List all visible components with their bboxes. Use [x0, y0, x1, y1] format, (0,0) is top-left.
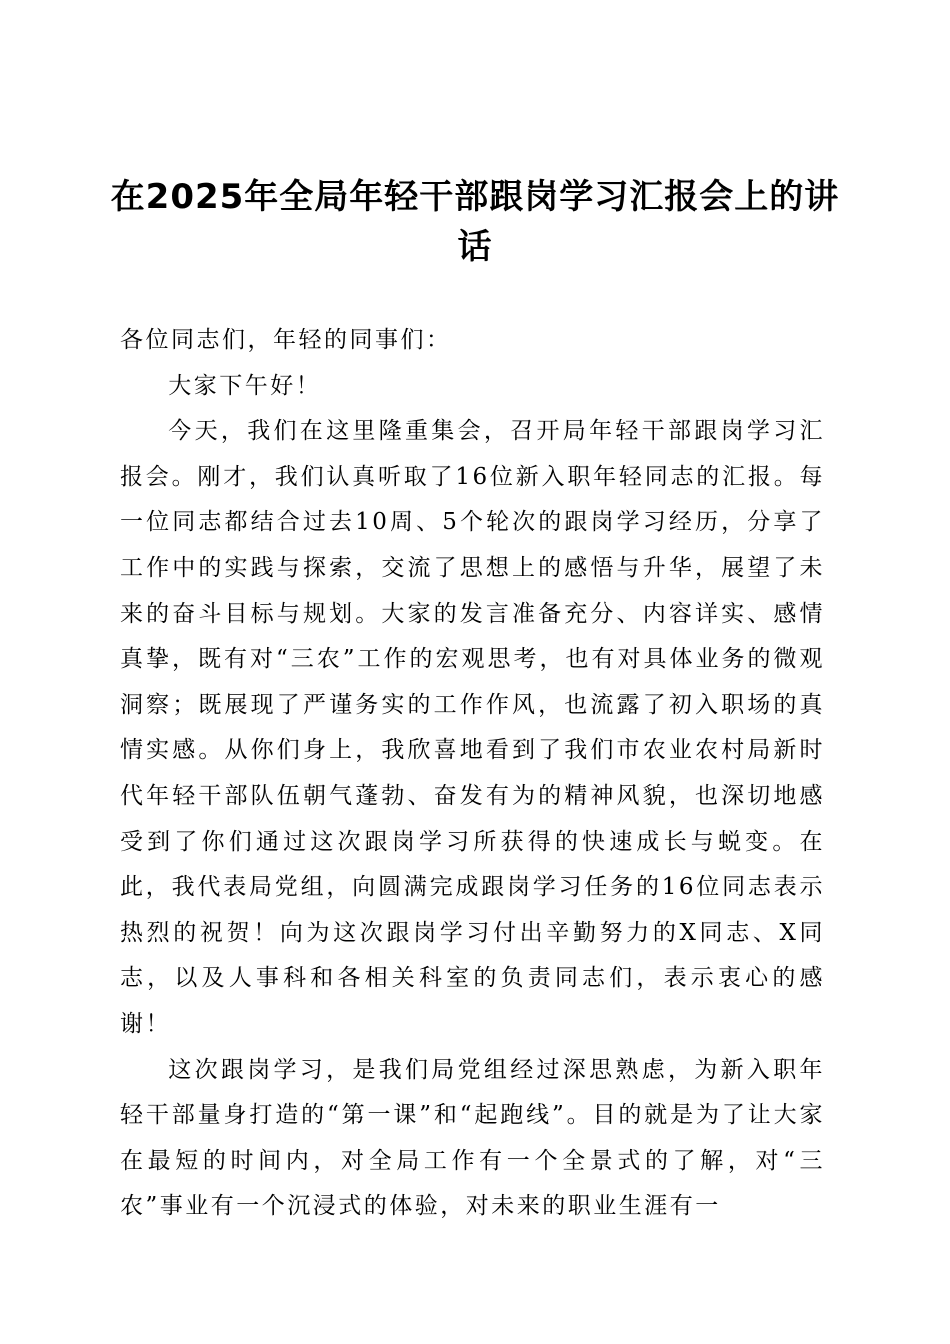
document-body — [120, 318, 825, 1230]
paragraph-1: 今天，我们在这里隆重集会，召开局年轻干部跟岗学习汇报会。刚才，我们认真听取了16位新入职年轻同志的汇报。每一位同志都结合过去10周、5个轮次的跟岗学习经历，分享了工作中的实践与探索，交流了思想上的感悟与升华，展望了未来的奋斗目标与规划。大家的发言准备充分、内容详实、感情真挚，既有对“三农”工作的宏观思考，也有对具体业务的微观洞察；既展现了严谨务实的工作作风，也流露了初入职场的真情实感。从你们身上，我欣喜地看到了我们市农业农村局新时代年轻干部队伍朝气蓬勃、奋发有为的精神风貌，也深切地感受到了你们通过这次跟岗学习所获得的快速成长与蜕变。在此，我代表局党组，向圆满完成跟岗学习任务的16位同志表示热烈的祝贺！向为这次跟岗学习付出辛勤努力的X同志、X同志，以及人事科和各相关科室的负责同志们，表示衷心的感谢！ — [120, 418, 825, 1037]
paragraph-2: 这次跟岗学习，是我们局党组经过深思熟虑，为新入职年轻干部量身打造的“第一课”和“起跑线”。目的就是为了让大家在最短的时间内，对全局工作有一个全景式的了解，对“三农”事业有一个沉浸式的体验，对未来的职业生涯有一 — [120, 1056, 825, 1220]
document-title: 在2025年全局年轻干部跟岗学习汇报会上的讲话 — [110, 177, 840, 267]
salutation: 各位同志们，年轻的同事们： — [120, 327, 452, 353]
paragraph-greeting: 大家下午好！ — [168, 372, 322, 399]
